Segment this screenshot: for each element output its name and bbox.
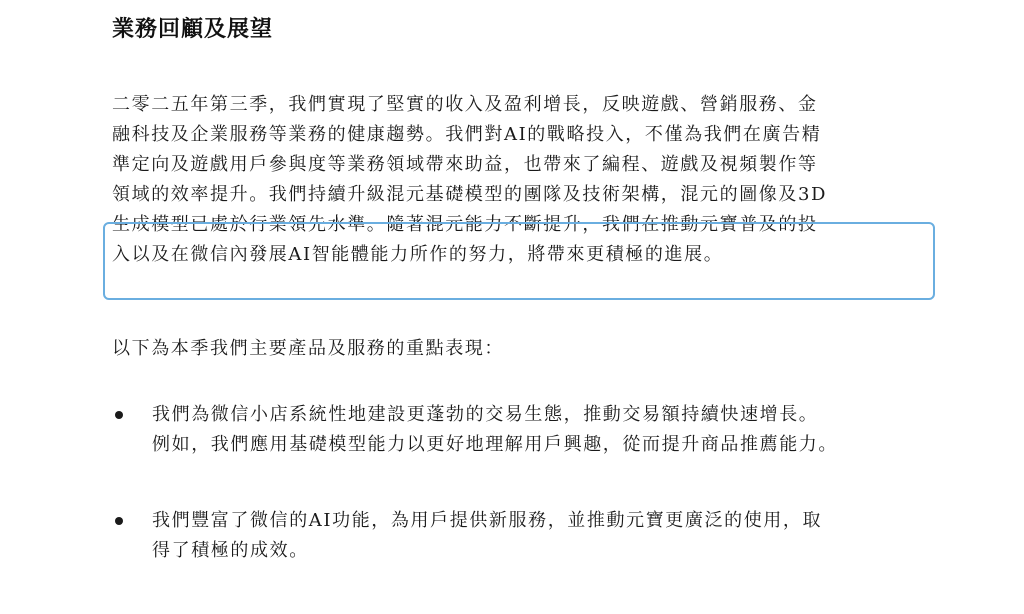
list-item <box>112 400 932 460</box>
paragraph-line: 準定向及遊戲用戶參與度等業務領域帶來助益，也帶來了編程、遊戲及視頻製作等 <box>112 154 818 175</box>
list-item <box>112 506 932 566</box>
bullet-icon <box>115 517 123 525</box>
list-item-line: 得了積極的成效。 <box>152 540 309 561</box>
list-item-line: 例如，我們應用基礎模型能力以更好地理解用戶興趣，從而提升商品推薦能力。 <box>152 434 838 455</box>
section-heading: 業務回顧及展望 <box>112 17 274 42</box>
highlights-list <box>112 400 932 612</box>
paragraph-line: 領域的效率提升。我們持續升級混元基礎模型的團隊及技術架構，混元的圖像及3D <box>112 184 828 205</box>
highlight-box <box>103 222 935 300</box>
paragraph-line: 二零二五年第三季，我們實現了堅實的收入及盈利增長，反映遊戲、營銷服務、金 <box>112 94 818 115</box>
paragraph-line: 融科技及企業服務等業務的健康趨勢。我們對AI的戰略投入，不僅為我們在廣告精 <box>112 124 822 145</box>
list-item-line: 我們豐富了微信的AI功能，為用戶提供新服務，並推動元寶更廣泛的使用，取 <box>152 510 823 531</box>
paragraph-line: 生成模型已處於行業領先水準。隨著混元能力不斷提升，我們在推動元寶普及的投 <box>112 214 818 235</box>
intro-text: 以下為本季我們主要產品及服務的重點表現： <box>112 338 504 359</box>
list-item-line: 我們為微信小店系統性地建設更蓬勃的交易生態，推動交易額持續快速增長。 <box>152 404 819 425</box>
paragraph-line: 入以及在微信內發展AI智能體能力所作的努力，將帶來更積極的進展。 <box>112 244 724 265</box>
bullet-icon <box>115 411 123 419</box>
